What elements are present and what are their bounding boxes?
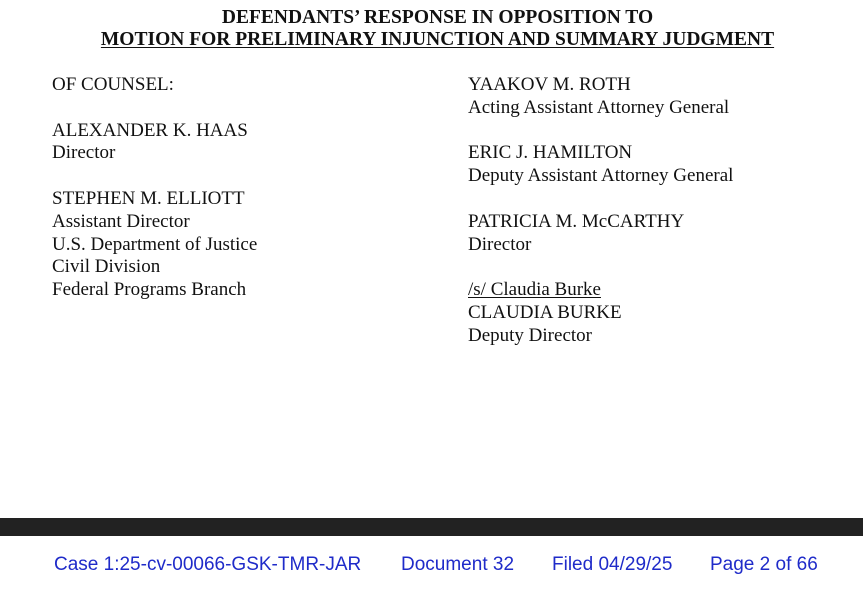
page-break-bar <box>0 518 863 536</box>
burke-name: CLAUDIA BURKE <box>468 301 622 323</box>
document-title <box>0 7 863 51</box>
case-number: Case 1:25-cv-00066-GSK-TMR-JAR <box>54 554 362 575</box>
of-counsel-label: OF COUNSEL: <box>52 74 174 95</box>
hamilton-name: ERIC J. HAMILTON <box>468 142 633 164</box>
org-line-2: Civil Division <box>52 256 161 278</box>
filed-date: Filed 04/29/25 <box>552 554 673 575</box>
mccarthy-name: PATRICIA M. McCARTHY <box>468 210 685 232</box>
title-line-1: DEFENDANTS’ RESPONSE IN OPPOSITION TO <box>221 7 654 28</box>
hamilton-title: Deputy Assistant Attorney General <box>468 165 734 187</box>
left-signature-column <box>52 74 257 302</box>
org-line-3: Federal Programs Branch <box>52 279 247 301</box>
elliott-title: Assistant Director <box>52 210 190 232</box>
mccarthy-title: Director <box>468 233 532 255</box>
org-line-1: U.S. Department of Justice <box>52 233 258 255</box>
document-number: Document 32 <box>401 554 515 575</box>
title-line-2: MOTION FOR PRELIMINARY INJUNCTION AND SUMMARY JUDGMENT <box>100 29 775 50</box>
burke-title: Deputy Director <box>468 324 592 346</box>
haas-name: ALEXANDER K. HAAS <box>52 119 248 141</box>
right-signature-column <box>468 74 733 348</box>
electronic-signature: /s/ Claudia Burke <box>468 279 601 301</box>
elliott-name: STEPHEN M. ELLIOTT <box>52 187 245 209</box>
ecf-header-footer <box>0 536 863 602</box>
roth-name: YAAKOV M. ROTH <box>468 74 631 95</box>
page-number: Page 2 of 66 <box>710 554 818 575</box>
roth-title: Acting Assistant Attorney General <box>468 96 730 118</box>
haas-title: Director <box>52 142 116 164</box>
